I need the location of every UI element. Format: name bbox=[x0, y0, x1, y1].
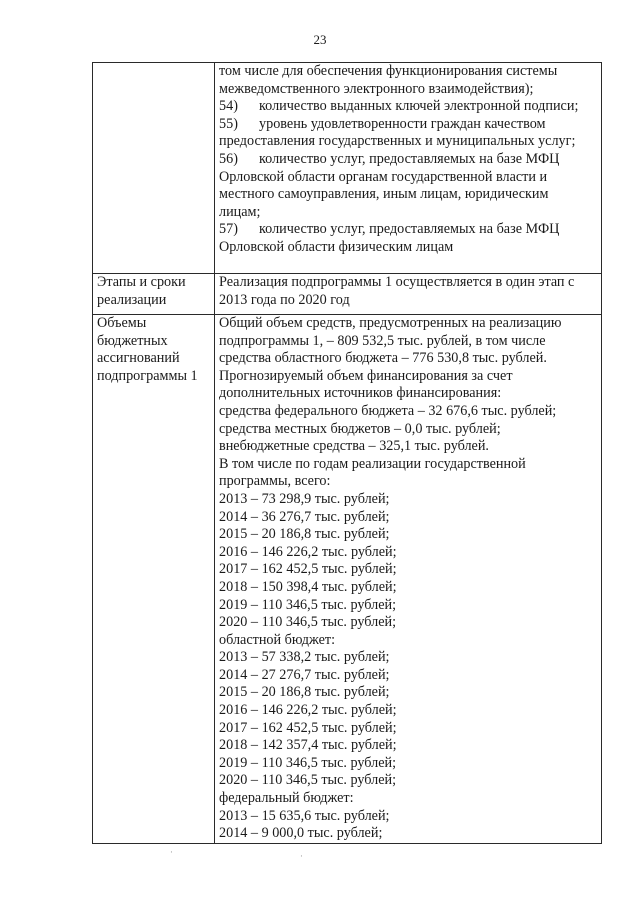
list-item bbox=[219, 98, 597, 116]
indicators-value-cell bbox=[215, 63, 602, 274]
funding-line: 2017 – 162 452,5 тыс. рублей; bbox=[219, 561, 397, 578]
list-item-number: 56) bbox=[219, 150, 238, 167]
text-line: местного самоуправления, иным лицам, юридическим bbox=[219, 186, 549, 203]
funding-line: 2016 – 146 226,2 тыс. рублей; bbox=[219, 702, 397, 719]
funding-line: 2017 – 162 452,5 тыс. рублей; bbox=[219, 719, 397, 736]
list-item-text: количество выданных ключей электронной подписи; bbox=[259, 98, 579, 115]
funding-line: федеральный бюджет: bbox=[219, 790, 354, 807]
funding-line: 2014 – 36 276,7 тыс. рублей; bbox=[219, 508, 390, 525]
funding-line: внебюджетные средства – 325,1 тыс. рублей. bbox=[219, 438, 489, 455]
list-item-text: количество услуг, предоставляемых на базе МФЦ bbox=[259, 221, 560, 238]
funding-line: 2019 – 110 346,5 тыс. рублей; bbox=[219, 596, 397, 613]
funding-line: 2020 – 110 346,5 тыс. рублей; bbox=[219, 772, 397, 789]
list-item-number: 54) bbox=[219, 98, 238, 115]
row-label-line: бюджетных bbox=[97, 332, 168, 349]
funding-line: 2014 – 27 276,7 тыс. рублей; bbox=[219, 666, 390, 683]
funding-line: 2018 – 150 398,4 тыс. рублей; bbox=[219, 578, 397, 595]
funding-line: областной бюджет: bbox=[219, 631, 336, 648]
list-item bbox=[219, 151, 597, 169]
funding-line: 2018 – 142 357,4 тыс. рублей; bbox=[219, 737, 397, 754]
text-line: Орловской области органам государственной власти и bbox=[219, 168, 548, 185]
list-item bbox=[219, 221, 597, 239]
row-label-line: Объемы bbox=[97, 315, 147, 331]
funding-line: 2013 – 57 338,2 тыс. рублей; bbox=[219, 649, 390, 666]
funding-line: 2015 – 20 186,8 тыс. рублей; bbox=[219, 684, 390, 701]
list-item-number: 57) bbox=[219, 221, 238, 238]
list-item-text: количество услуг, предоставляемых на базе МФЦ bbox=[259, 150, 560, 167]
funding-line: средства местных бюджетов – 0,0 тыс. рублей; bbox=[219, 420, 501, 437]
funding-line: программы, всего: bbox=[219, 473, 331, 490]
table-row-indicators bbox=[93, 63, 602, 274]
stages-value-cell bbox=[215, 274, 602, 315]
row-label-line: подпрограммы 1 bbox=[97, 367, 198, 384]
table-row-funding bbox=[93, 315, 602, 844]
funding-line: подпрограммы 1, – 809 532,5 тыс. рублей, в том числе bbox=[219, 332, 546, 349]
list-item-number: 55) bbox=[219, 115, 238, 132]
scan-artifact: · bbox=[300, 852, 303, 862]
text-line: лицам; bbox=[219, 203, 261, 220]
text-line: Реализация подпрограммы 1 осуществляется в один этап с bbox=[219, 274, 575, 290]
funding-line: 2019 – 110 346,5 тыс. рублей; bbox=[219, 754, 397, 771]
text-line: Орловской области физическим лицам bbox=[219, 238, 454, 255]
funding-line: 2015 – 20 186,8 тыс. рублей; bbox=[219, 526, 390, 543]
funding-line: 2013 – 73 298,9 тыс. рублей; bbox=[219, 490, 390, 507]
funding-line: 2016 – 146 226,2 тыс. рублей; bbox=[219, 543, 397, 560]
list-item bbox=[219, 116, 597, 134]
text-line: том числе для обеспечения функционирования системы bbox=[219, 63, 558, 79]
funding-line: 2020 – 110 346,5 тыс. рублей; bbox=[219, 614, 397, 631]
funding-line: 2013 – 15 635,6 тыс. рублей; bbox=[219, 807, 390, 824]
funding-value-cell bbox=[215, 315, 602, 844]
stages-label-cell bbox=[93, 274, 215, 315]
row-label-line: Этапы и сроки bbox=[97, 274, 186, 290]
text-line: предоставления государственных и муниципальных услуг; bbox=[219, 133, 576, 150]
indicators-label-cell bbox=[93, 63, 215, 274]
text-line: межведомственного электронного взаимодействия); bbox=[219, 80, 534, 97]
passport-table bbox=[92, 62, 602, 844]
funding-line: средства областного бюджета – 776 530,8 тыс. рублей. bbox=[219, 350, 547, 367]
text-line: 2013 года по 2020 год bbox=[219, 291, 350, 308]
funding-line: средства федерального бюджета – 32 676,6 тыс. рублей; bbox=[219, 402, 557, 419]
funding-line: Прогнозируемый объем финансирования за счет bbox=[219, 367, 513, 384]
row-label-line: ассигнований bbox=[97, 350, 180, 367]
funding-line: В том числе по годам реализации государственной bbox=[219, 455, 526, 472]
funding-line: дополнительных источников финансирования: bbox=[219, 385, 502, 402]
scan-artifact: · bbox=[170, 848, 173, 858]
funding-line: 2014 – 9 000,0 тыс. рублей; bbox=[219, 825, 383, 842]
funding-line: Общий объем средств, предусмотренных на реализацию bbox=[219, 315, 562, 331]
funding-label-cell bbox=[93, 315, 215, 844]
row-label-line: реализации bbox=[97, 291, 167, 308]
list-item-text: уровень удовлетворенности граждан качеством bbox=[259, 115, 546, 132]
table-row-stages bbox=[93, 274, 602, 315]
page-number: 23 bbox=[313, 32, 327, 47]
